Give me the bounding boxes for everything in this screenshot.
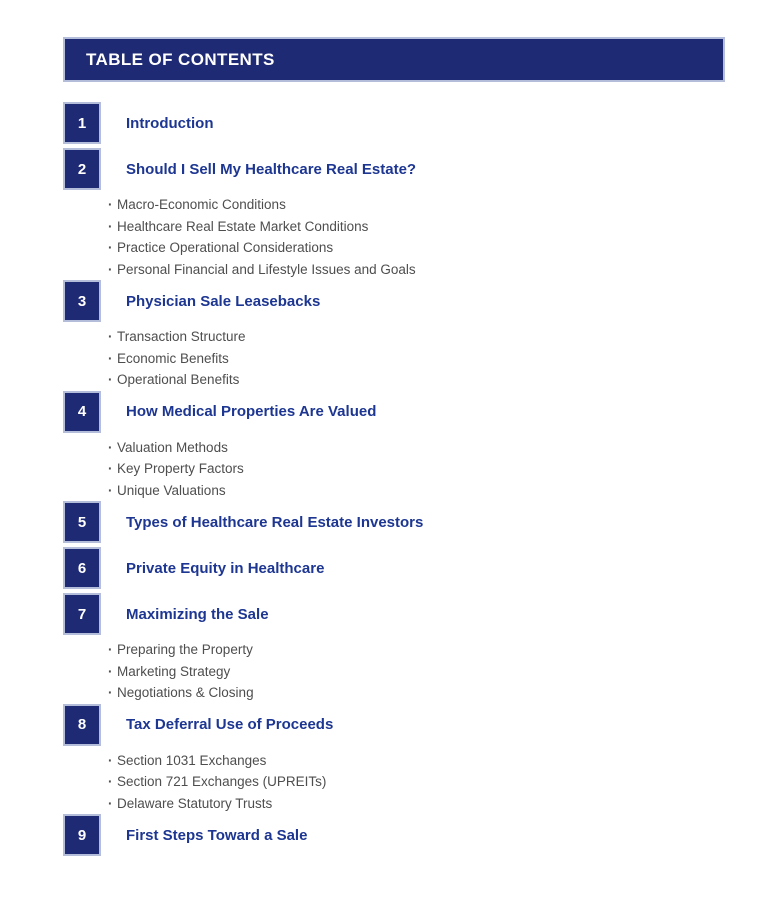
- subtopic-label: Section 1031 Exchanges: [117, 752, 267, 768]
- subtopic-item: [108, 369, 725, 391]
- subtopic-item: [108, 237, 725, 259]
- subtopic-item: [108, 639, 725, 661]
- subtopic-label: Healthcare Real Estate Market Conditions: [117, 218, 369, 234]
- bullet-icon: ·: [108, 752, 113, 768]
- bullet-icon: ·: [108, 642, 113, 657]
- subtopic-item: [108, 771, 725, 793]
- bullet-icon: ·: [108, 240, 113, 255]
- section-number-box: [63, 814, 101, 856]
- bullet-icon: ·: [108, 663, 113, 679]
- section-number: 7: [77, 605, 87, 623]
- toc-section: [63, 148, 725, 280]
- toc-section: [63, 391, 725, 502]
- subtopic-label: Practice Operational Considerations: [117, 240, 334, 255]
- subtopic-label: Unique Valuations: [117, 482, 226, 498]
- section-number: 5: [77, 513, 87, 531]
- subtopic-item: [108, 661, 725, 683]
- subtopic-item: [108, 458, 725, 480]
- section-title-link[interactable]: Tax Deferral Use of Proceeds: [126, 716, 334, 733]
- bullet-icon: ·: [108, 461, 113, 476]
- subtopic-item: [108, 750, 725, 772]
- toc-header-bar: [63, 37, 725, 82]
- subtopic-item: [108, 480, 725, 502]
- toc-section: [63, 547, 725, 589]
- subtopic-label: Negotiations & Closing: [117, 685, 254, 700]
- bullet-icon: ·: [108, 197, 113, 212]
- section-number-box: [63, 391, 101, 433]
- section-subtopics: [108, 639, 725, 704]
- section-number-box: [63, 593, 101, 635]
- section-row: [63, 391, 725, 433]
- section-title-link[interactable]: Private Equity in Healthcare: [126, 559, 325, 577]
- section-subtopics: [108, 750, 725, 815]
- bullet-icon: ·: [108, 439, 113, 455]
- section-row: [63, 102, 725, 144]
- bullet-icon: ·: [108, 218, 113, 234]
- subtopic-label: Preparing the Property: [117, 642, 253, 657]
- toc-section: [63, 102, 725, 144]
- toc-section: [63, 704, 725, 815]
- toc-section: [63, 593, 725, 704]
- section-number: 1: [77, 114, 87, 132]
- subtopic-item: [108, 348, 725, 370]
- subtopic-label: Personal Financial and Lifestyle Issues and Goals: [117, 261, 416, 277]
- section-number: 3: [77, 292, 87, 310]
- subtopic-item: [108, 216, 725, 238]
- page-title: TABLE OF CONTENTS: [86, 49, 275, 69]
- section-row: [63, 547, 725, 589]
- subtopic-label: Macro-Economic Conditions: [117, 197, 286, 212]
- section-number-box: [63, 501, 101, 543]
- subtopic-item: [108, 194, 725, 216]
- toc-section: [63, 814, 725, 856]
- subtopic-label: Key Property Factors: [117, 461, 244, 476]
- section-number-box: [63, 148, 101, 190]
- toc-sections: [63, 102, 725, 860]
- section-row: [63, 148, 725, 190]
- section-row: [63, 704, 725, 746]
- subtopic-label: Operational Benefits: [117, 372, 240, 387]
- subtopic-item: [108, 259, 725, 281]
- section-number: 2: [77, 160, 87, 178]
- section-number: 6: [77, 559, 87, 577]
- bullet-icon: ·: [108, 350, 113, 366]
- subtopic-item: [108, 326, 725, 348]
- section-row: [63, 814, 725, 856]
- section-title-link[interactable]: Physician Sale Leasebacks: [126, 292, 321, 310]
- bullet-icon: ·: [108, 482, 113, 498]
- subtopic-label: Transaction Structure: [117, 329, 246, 344]
- section-number-box: [63, 102, 101, 144]
- subtopic-label: Marketing Strategy: [117, 663, 231, 679]
- section-row: [63, 501, 725, 543]
- bullet-icon: ·: [108, 329, 113, 344]
- section-title-link[interactable]: Maximizing the Sale: [126, 605, 269, 623]
- section-title-link[interactable]: Introduction: [126, 114, 214, 132]
- section-title-link[interactable]: Types of Healthcare Real Estate Investors: [126, 513, 424, 531]
- bullet-icon: ·: [108, 372, 113, 387]
- subtopic-item: [108, 682, 725, 704]
- section-number-box: [63, 280, 101, 322]
- section-subtopics: [108, 326, 725, 391]
- section-number-box: [63, 704, 101, 746]
- subtopic-item: [108, 437, 725, 459]
- bullet-icon: ·: [108, 261, 113, 277]
- section-number: 4: [77, 403, 87, 420]
- bullet-icon: ·: [108, 685, 113, 700]
- bullet-icon: ·: [108, 795, 113, 811]
- subtopic-item: [108, 793, 725, 815]
- bullet-icon: ·: [108, 774, 113, 789]
- subtopic-label: Economic Benefits: [117, 350, 229, 366]
- subtopic-label: Valuation Methods: [117, 439, 228, 455]
- section-number: 8: [77, 716, 87, 733]
- section-number-box: [63, 547, 101, 589]
- section-row: [63, 593, 725, 635]
- section-title-link[interactable]: Should I Sell My Healthcare Real Estate?: [126, 160, 417, 178]
- section-subtopics: [108, 194, 725, 280]
- section-title-link[interactable]: First Steps Toward a Sale: [126, 826, 308, 844]
- section-title-link[interactable]: How Medical Properties Are Valued: [126, 403, 377, 420]
- toc-section: [63, 501, 725, 543]
- subtopic-label: Delaware Statutory Trusts: [117, 795, 273, 811]
- section-number: 9: [77, 826, 87, 844]
- section-subtopics: [108, 437, 725, 502]
- subtopic-label: Section 721 Exchanges (UPREITs): [117, 774, 327, 789]
- section-row: [63, 280, 725, 322]
- toc-section: [63, 280, 725, 391]
